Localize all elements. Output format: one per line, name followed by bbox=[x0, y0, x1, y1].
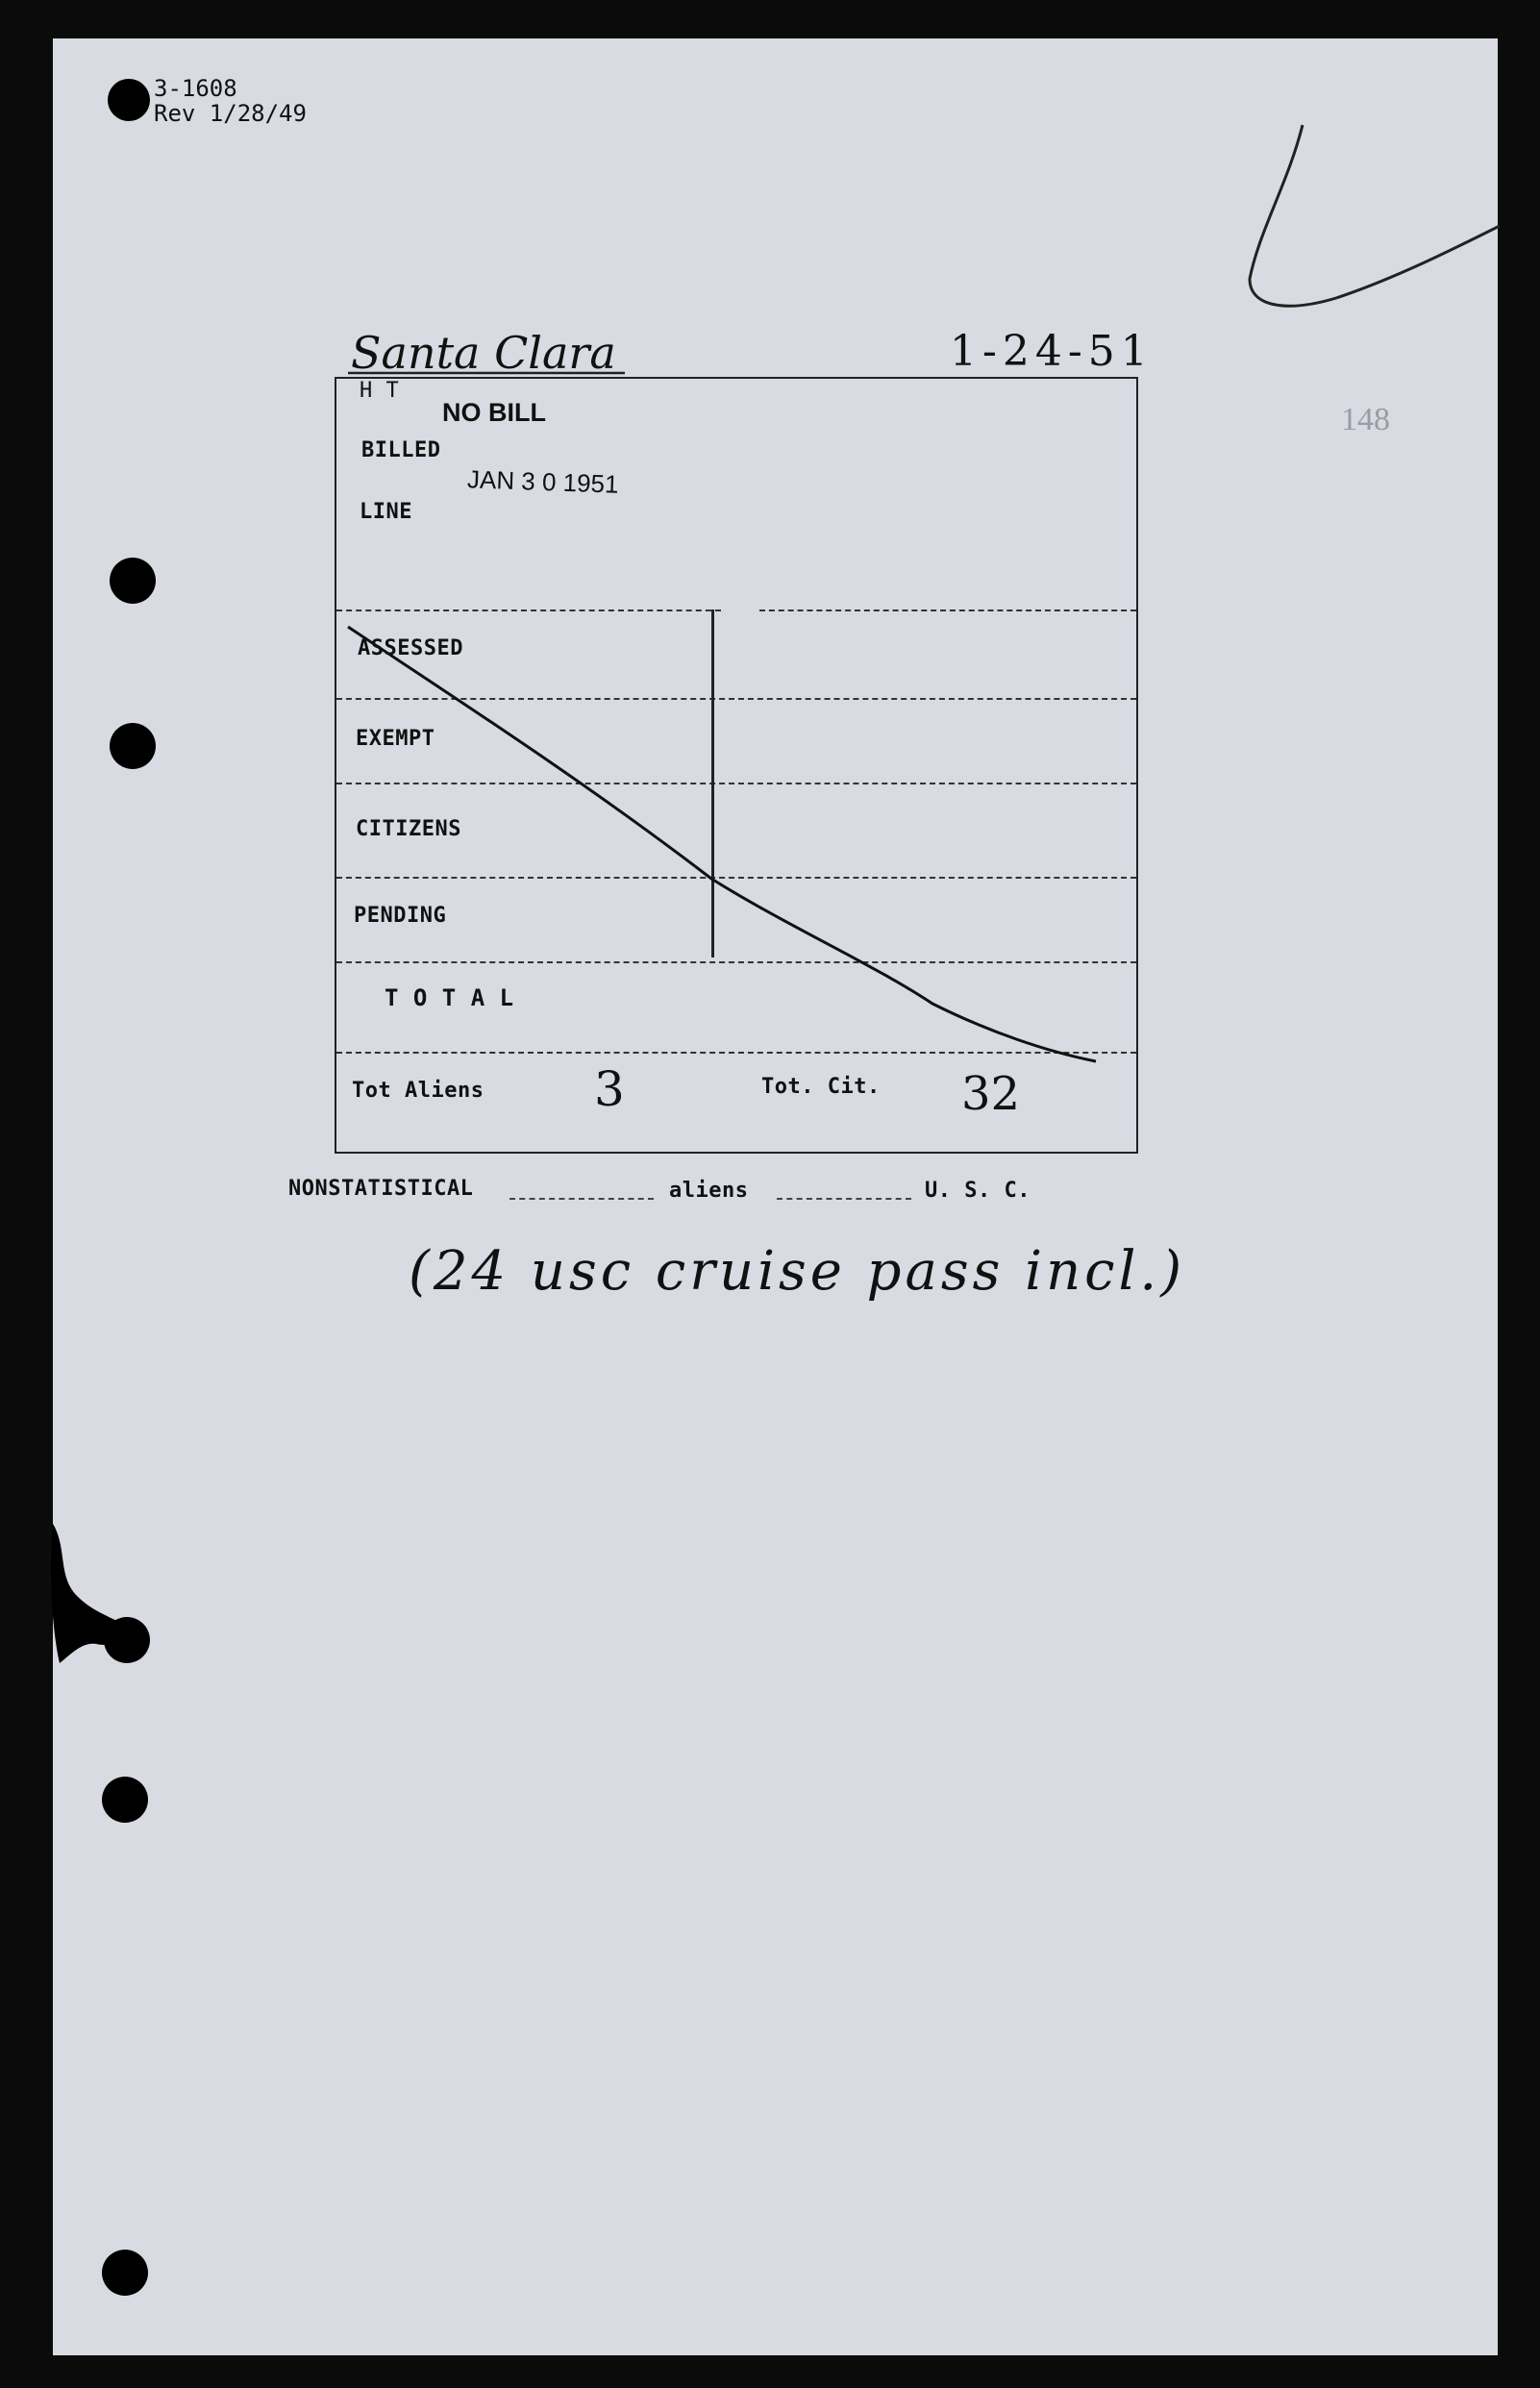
punch-hole bbox=[108, 79, 150, 121]
line-label: LINE bbox=[360, 500, 412, 524]
punch-hole bbox=[110, 558, 156, 604]
punch-hole bbox=[102, 2250, 148, 2296]
tot-cit-label: Tot. Cit. bbox=[761, 1075, 881, 1099]
handwritten-note: (24 usc cruise pass incl.) bbox=[409, 1240, 1186, 1303]
nonstatistical-label: NONSTATISTICAL bbox=[288, 1177, 474, 1201]
date-stamp: JAN 3 0 1951 bbox=[466, 464, 620, 499]
punch-hole bbox=[110, 723, 156, 769]
aliens-blank bbox=[777, 1198, 911, 1200]
citizens-label: CITIZENS bbox=[356, 817, 461, 841]
date-handwritten: 1-24-51 bbox=[950, 327, 1154, 376]
assessed-label: ASSESSED bbox=[358, 636, 463, 660]
form-revision: Rev 1/28/49 bbox=[154, 100, 307, 127]
torn-edge bbox=[38, 1519, 144, 1711]
exempt-label: EXEMPT bbox=[356, 727, 435, 751]
billed-label: BILLED bbox=[361, 438, 441, 462]
tot-cit-value: 32 bbox=[961, 1067, 1021, 1121]
port-handwritten: Santa Clara bbox=[351, 327, 616, 379]
nonstatistical-blank bbox=[509, 1198, 654, 1200]
form-number: 3-1608 bbox=[154, 75, 237, 102]
aliens-label: aliens bbox=[669, 1179, 749, 1203]
margin-number: 148 bbox=[1341, 402, 1390, 437]
statistics-card bbox=[335, 377, 1138, 1154]
ht-label: H T bbox=[360, 379, 400, 403]
check-mark bbox=[1230, 115, 1519, 327]
pending-label: PENDING bbox=[354, 904, 447, 928]
total-label: T O T A L bbox=[385, 984, 514, 1011]
tot-aliens-label: Tot Aliens bbox=[352, 1079, 484, 1103]
punch-hole bbox=[102, 1777, 148, 1823]
usc-label: U. S. C. bbox=[925, 1179, 1031, 1203]
tot-aliens-value: 3 bbox=[594, 1061, 625, 1117]
no-bill-stamp: NO BILL bbox=[442, 398, 546, 427]
strike-line bbox=[336, 379, 1140, 1156]
